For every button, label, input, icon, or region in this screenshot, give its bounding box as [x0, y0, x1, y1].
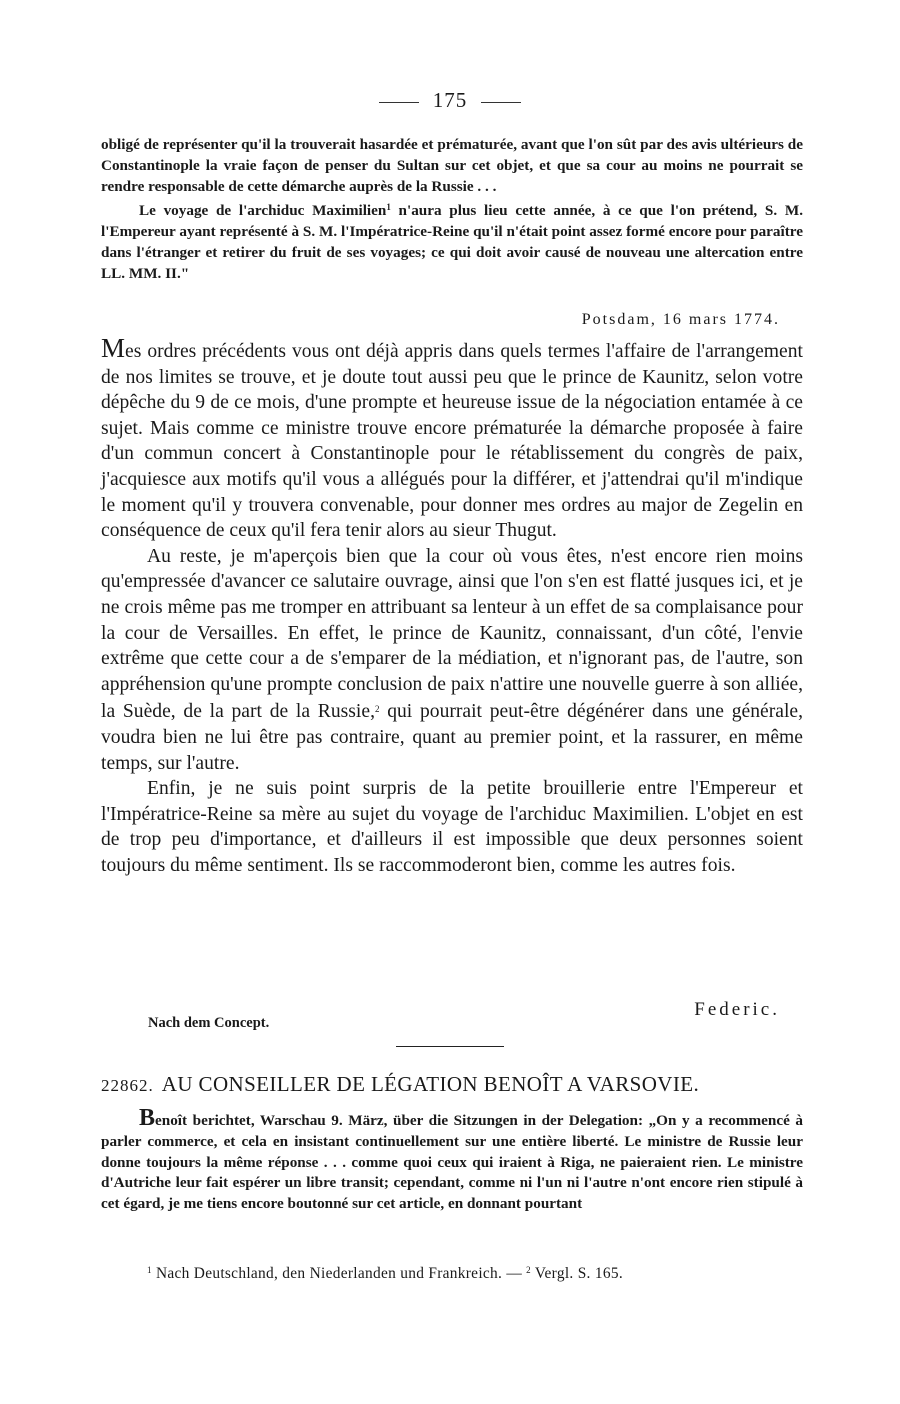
report-summary — [101, 1105, 803, 1215]
letter-text: es ordres précédents vous ont déjà appris dans quels termes l'affaire de l'arrangement de nos limites se trouve, et je doute tout aussi peu que le prince de Kaunitz, selon votre dépêche du 9 de ce mois, d'une prompte et heureuse issue de la négociation entamée à ce sujet. Mais comme ce ministre trouve encore prématurée la démarche proposée à faire d'un commun concert à Constantinople pour le rétablissement du congrès de paix, j'acquiesce aux motifs qu'il vous a allégués pour la différer, et j'attendrai qu'il m'indique le moment qu'il y trouvera convenable, pour donner mes ordres au major de Zegelin en conséquence de ceux qu'il fera tenir alors au sieur Thugut. — [101, 341, 803, 542]
summary-paragraph — [101, 1105, 803, 1215]
header-dash-right — [481, 102, 521, 103]
footnote-text: Nach Deutschland, den Niederlanden und Frankreich. — — [151, 1265, 527, 1282]
report-text: n'aura plus lieu cette année, à ce que l'on prétend, S. M. l'Empereur ayant représenté à S. M. l'Impératrice-Reine qu'il n'était point assez formé encore pour paraître dans l'étranger et retirer du fruit de ses voyages; ce qui doit avoir causé de nouveau une altercation entre LL. MM. II." — [101, 202, 803, 282]
footnote-mark: 2 — [526, 1265, 531, 1275]
initial-letter: M — [101, 333, 126, 363]
dateline: Potsdam, 16 mars 1774. — [581, 311, 780, 328]
letter-paragraph: Enfin, je ne suis point surpris de la petite brouillerie entre l'Empereur et l'Impératrice-Reine sa mère au sujet du voyage de l'archiduc Maximilien. L'objet en est de trop peu d'importance, et d'ailleurs il est impossible que deux personnes soient toujours du même sentiment. Ils se raccommoderont bien, comme les autres fois. — [101, 778, 803, 876]
page-header — [0, 88, 900, 113]
section-divider — [396, 1046, 504, 1047]
footnotes — [147, 1265, 623, 1283]
signature: Federic. — [694, 999, 780, 1020]
letter-heading — [101, 1072, 803, 1097]
initial-letter: B — [139, 1105, 156, 1131]
page-number: 175 — [432, 88, 468, 112]
letter-text: qui pourrait peut-être dégénérer dans une générale, voudra bien ne lui être pas contraire, quant au premier point, et la rassurer, en même temps, sur l'autre. — [101, 701, 803, 774]
letter-text: Au reste, je m'aperçois bien que la cour où vous êtes, n'est encore rien moins qu'empressée d'avancer ce salutaire ouvrage, ainsi que l'on s'en est flatté jusques ici, et je ne crois même pas me tromper en attribuant sa lenteur à un effet de sa complaisance pour la cour de Versailles. En effet, le prince de Kaunitz, connaissant, d'un côté, l'envie extrême que cette cour a de s'emparer de la médiation, et n'ignorant pas, de l'autre, son appréhension qu'une prompte conclusion de paix n'attire une nouvelle guerre à son alliée, la Suède, de la part de la Russie, — [101, 545, 803, 723]
footnote-ref: 2 — [374, 704, 380, 715]
footnote-mark: 1 — [147, 1265, 152, 1275]
report-paragraph — [101, 197, 803, 284]
footnote-ref: 1 — [386, 202, 391, 213]
summary-text: enoît berichtet, Warschau 9. März, über die Sitzungen in der Delegation: „On y a recommencé à parler commerce, et cela en insistant continuellement sur une entière liberté. Le ministre de Russie leur donne toujours la même réponse . . . comme quoi ceux qui iraient à Riga, ne paieraient rien. Le ministre d'Autriche leur fait espérer un libre transit; cependant, comme ni l'un ni l'autre n'ont encore rien stipulé à cet égard, je me tiens encore boutonné sur cet article, en donnant pourtant — [101, 1112, 803, 1213]
letter-paragraph — [101, 544, 803, 776]
letter-title: AU CONSEILLER DE LÉGATION BENOÎT A VARSOVIE. — [161, 1072, 700, 1096]
report-text: Le voyage de l'archiduc Maximilien — [139, 202, 387, 220]
letter-body — [101, 333, 803, 878]
letter-paragraph — [101, 333, 803, 544]
source-note: Nach dem Concept. — [148, 1015, 270, 1031]
report-excerpt — [101, 135, 803, 285]
footnote-text: Vergl. S. 165. — [530, 1265, 623, 1282]
report-paragraph: obligé de représenter qu'il la trouverait hasardée et prématurée, avant que l'on sût par des avis ultérieurs de Constantinople la vraie façon de penser du Sultan sur cet objet, et que sa cour au moins ne pourrait se rendre responsable de cette démarche auprès de la Russie . . . — [101, 136, 803, 195]
letter-number: 22862. — [101, 1076, 154, 1095]
header-dash-left — [379, 102, 419, 103]
